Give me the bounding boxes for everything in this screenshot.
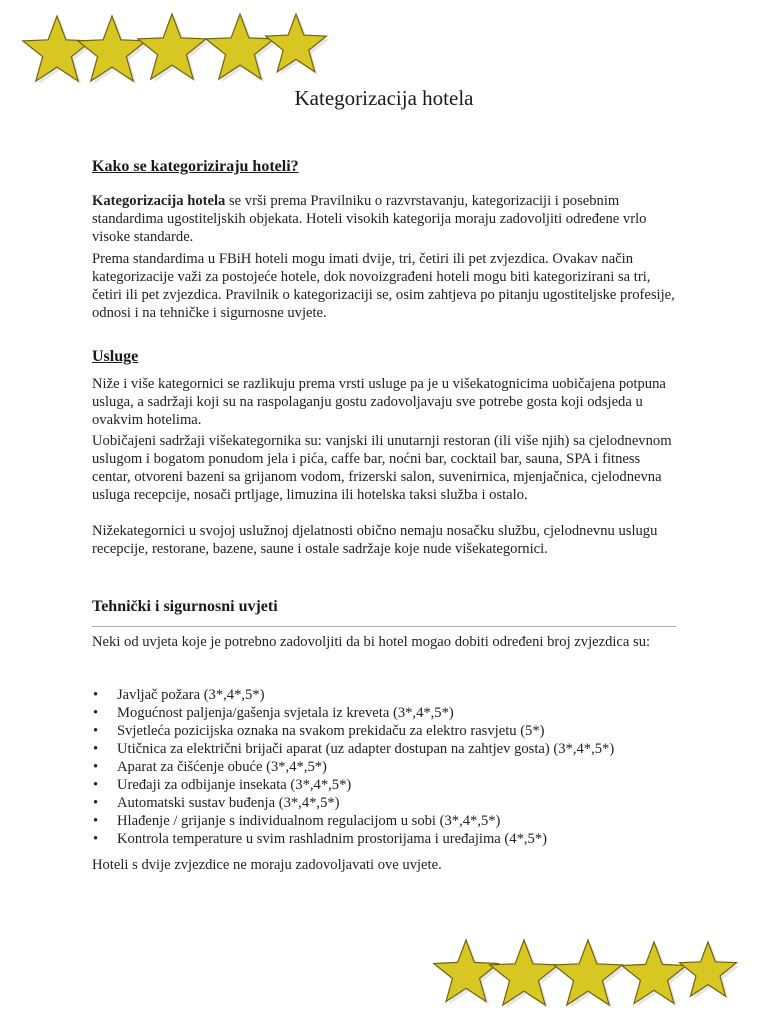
- paragraph-nizekategornici: Nižekategornici u svojoj uslužnoj djelatnosti obično nemaju nosačku službu, cjelodnevnu uslugu recepcije, restorane, bazene, saune i ostale sadržaje koje nude višekategornici.: [92, 523, 658, 557]
- paragraph-standardi: Prema standardima u FBiH hoteli mogu imati dvije, tri, četiri ili pet zvjezdica. Ovakav način kategorizacije važi za postojeće hotele, dok novoizgrađeni hoteli mogu biti kategorizirani sa tri, četiri ili pet zvjezdica. Pravilnik o kategorizaciji se, osim zahtjeva po pitanju ugostiteljske profesije, odnosi i na tehničke i sigurnosne uvjete.: [92, 251, 675, 321]
- paragraph-uvjeti-outro: Hoteli s dvije zvjezdice ne moraju zadovoljavati ove uvjete.: [92, 857, 442, 873]
- section-heading-usluge: Usluge: [92, 348, 139, 365]
- section-heading-tehnicki-uvjeti: Tehnički i sigurnosni uvjeti: [92, 598, 278, 615]
- list-item: • Automatski sustav buđenja (3*,4*,5*): [92, 794, 692, 812]
- paragraph-kategorizacija-intro: [92, 192, 682, 246]
- list-item: • Svjetleća pozicijska oznaka na svakom prekidaču za elektro rasvjetu (5*): [92, 722, 692, 740]
- list-item: • Aparat za čišćenje obuće (3*,4*,5*): [92, 758, 692, 776]
- paragraph-usluge-intro: Niže i više kategornici se razlikuju prema vrsti usluge pa je u višekatognicima uobičajena potpuna usluga, a sadržaji koji su na raspolaganju gostu zadovoljavaju sve potrebe gosta koji odsjeda u ovakvim hotelima.: [92, 376, 666, 428]
- paragraph-visekategornici: Uobičajeni sadržaji višekategornika su: vanjski ili unutarnji restoran (ili više njih) sa cjelodnevnom uslugom i bogatom ponudom jela i pića, caffe bar, noćni bar, cocktail bar, sauna, SPA i fitness centar, otvoreni bazeni sa grijanom vodom, frizerski salon, suvenirnica, mjenjačnica, cjelodnevna usluga recepcije, nosači prtljage, limuzina ili hotelska taksi služba i ostalo.: [92, 433, 672, 503]
- section-heading-kategorizacija: Kako se kategoriziraju hoteli?: [92, 158, 299, 175]
- list-item: • Kontrola temperature u svim rashladnim prostorijama i uređajima (4*,5*): [92, 830, 692, 848]
- requirements-list: [92, 686, 692, 848]
- list-item: • Uređaji za odbijanje insekata (3*,4*,5*): [92, 776, 692, 794]
- section-divider: [92, 626, 676, 627]
- list-item: • Mogućnost paljenja/gašenja svjetala iz kreveta (3*,4*,5*): [92, 704, 692, 722]
- stars-decoration-bottom: [408, 914, 768, 1024]
- list-item: • Javljač požara (3*,4*,5*): [92, 686, 692, 704]
- list-item: • Hlađenje / grijanje s individualnom regulacijom u sobi (3*,4*,5*): [92, 812, 692, 830]
- paragraph-text: se vrši prema Pravilniku o razvrstavanju, kategorizaciji i posebnim standardima ugostiteljskih objekata. Hoteli visokih kategorija moraju zadovoljiti određene vrlo visoke standarde.: [92, 193, 647, 245]
- paragraph-uvjeti-intro: Neki od uvjeta koje je potrebno zadovoljiti da bi hotel mogao dobiti određeni broj zvjezdica su:: [92, 634, 651, 650]
- document-title: Kategorizacija hotela: [294, 86, 474, 110]
- list-item: • Utičnica za električni brijači aparat (uz adapter dostupan na zahtjev gosta) (3*,4*,5*): [92, 740, 692, 758]
- bold-term: Kategorizacija hotela: [92, 193, 226, 209]
